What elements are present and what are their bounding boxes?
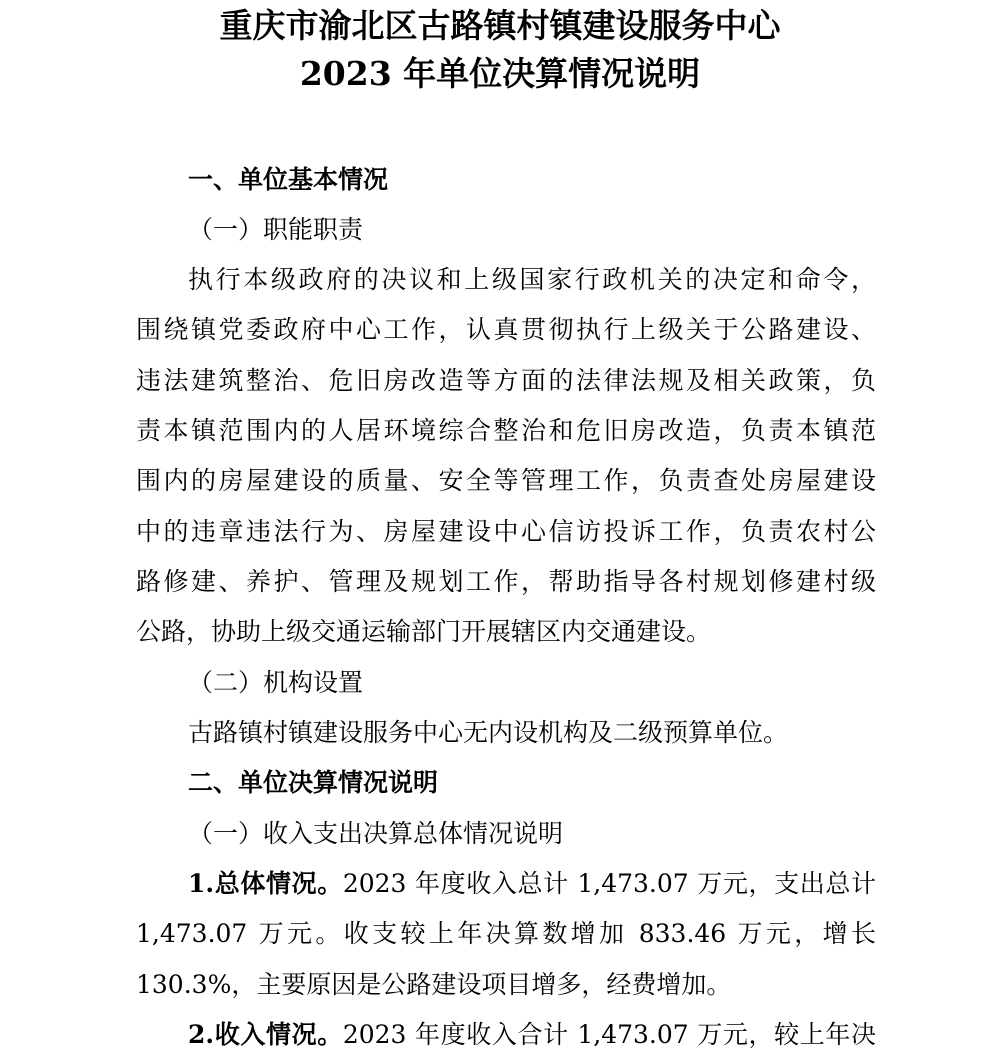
overall-line-3: 130.3%，主要原因是公路建设项目增多，经费增加。 bbox=[136, 970, 732, 999]
duty-line-5: 围内的房屋建设的质量、安全等管理工作，负责查处房屋建设 bbox=[136, 466, 876, 495]
overall-lead: 1.总体情况。 bbox=[188, 869, 343, 898]
duty-line-6: 中的违章违法行为、房屋建设中心信访投诉工作，负责农村公 bbox=[136, 517, 876, 546]
duty-line-8: 公路，协助上级交通运输部门开展辖区内交通建设。 bbox=[136, 617, 712, 646]
duty-line-1: 执行本级政府的决议和上级国家行政机关的决定和命令， bbox=[188, 265, 876, 294]
organization-text: 古路镇村镇建设服务中心无内设机构及二级预算单位。 bbox=[188, 718, 789, 747]
overall-line-1-text: 2023 年度收入总计 1,473.07 万元，支出总计 bbox=[342, 869, 876, 898]
duty-line-4: 责本镇范围内的人居环境综合整治和危旧房改造，负责本镇范 bbox=[136, 416, 876, 445]
section-2-heading: 二、单位决算情况说明 bbox=[188, 768, 439, 797]
duty-line-2: 围绕镇党委政府中心工作，认真贯彻执行上级关于公路建设、 bbox=[136, 315, 876, 344]
section-2-sub-1-heading: （一）收入支出决算总体情况说明 bbox=[188, 819, 564, 848]
overall-line-2: 1,473.07 万元。收支较上年决算数增加 833.46 万元，增长 bbox=[136, 919, 876, 948]
document-title-line-1: 重庆市渝北区古路镇村镇建设服务中心 bbox=[219, 6, 781, 45]
income-lead: 2.收入情况。 bbox=[188, 1020, 343, 1049]
section-1-sub-1-heading: （一）职能职责 bbox=[188, 215, 364, 244]
section-1-sub-2-heading: （二）机构设置 bbox=[188, 668, 364, 697]
duty-line-7: 路修建、养护、管理及规划工作，帮助指导各村规划修建村级 bbox=[136, 567, 876, 596]
income-line-1 bbox=[188, 1018, 876, 1052]
income-line-1-text: 2023 年度收入合计 1,473.07 万元，较上年决 bbox=[342, 1020, 876, 1049]
section-1-heading: 一、单位基本情况 bbox=[188, 165, 389, 194]
duty-line-3: 违法建筑整治、危旧房改造等方面的法律法规及相关政策，负 bbox=[136, 366, 876, 395]
overall-line-1 bbox=[188, 867, 876, 901]
document-title-line-2: 2023 年单位决算情况说明 bbox=[299, 54, 701, 93]
